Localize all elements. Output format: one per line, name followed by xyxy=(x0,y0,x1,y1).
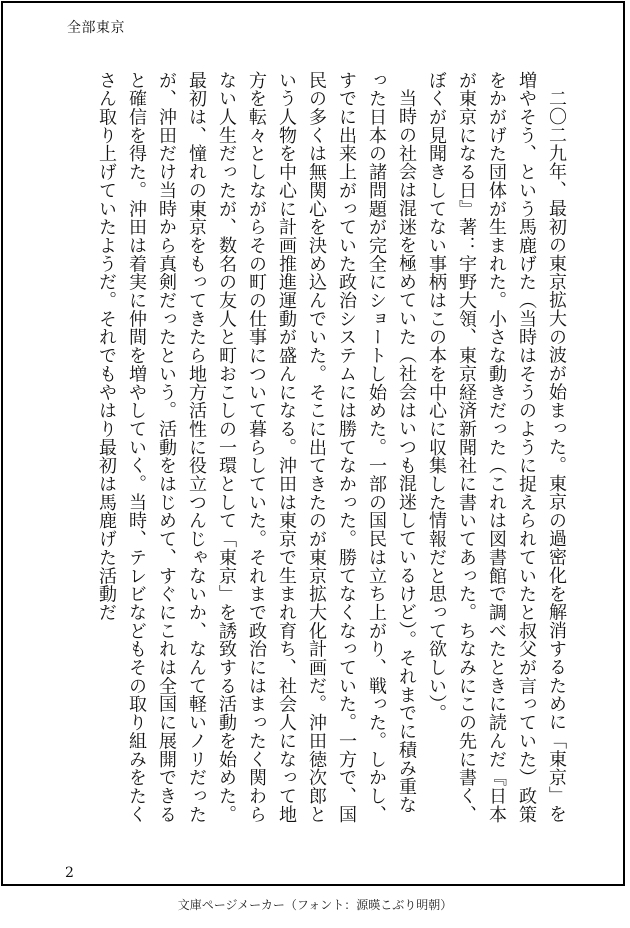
footer-credit: 文庫ページメーカー（フォント：源暎こぶり明朝） xyxy=(177,898,453,912)
running-header-title: 全部東京 xyxy=(67,20,125,36)
body-text xyxy=(51,71,571,831)
page-frame xyxy=(1,1,625,886)
paragraph: 当時の社会は混迷を極めていた（社会はいつも混迷しているけど）。それまでに積み重なった日本の諸問題が完全にショートし始めた。一部の国民は立ち上がり、戦った。しかし、すでに出来上がっていた政治システムには勝てなかった。勝てなくなっていた。一方で、国民の多くは無関心を決め込んでいた。そこに出てきたのが東京拡大化計画だ。沖田徳次郎という人物を中心に計画推進運動が盛んになる。沖田は東京で生まれ育ち、社会人になって地方を転々としながらその町の仕事について暮らしていた。それまで政治にはまったく関わらない人生だったが、数名の友人と町おこしの一環として「東京」を誘致する活動を始めた。最初は、憧れの東京をもってきたら地方活性に役立つんじゃないか、なんて軽いノリだったが、沖田だけ当時から真剣だったという。活動をはじめて、すぐにこれは全国に展開できると確信を得た。沖田は着実に仲間を増やしていく。当時、テレビなどもその取り組みをたくさん取り上げていたようだ。それでもやはり最初は馬鹿げた活動だ xyxy=(96,71,417,824)
page-number: 2 xyxy=(65,865,74,881)
paragraph: 二〇二九年、最初の東京拡大の波が始まった。東京の過密化を解消するために「東京」を増やそう、という馬鹿げた（当時はそうのように捉えられていたと叔父が言っていた）政策をかがげた団体が生まれた。小さな動きだった（これは図書館で調べたときに読んだ『日本が東京になる日』著：宇野大領、東京経済新聞社に書いてあった。ちなみにこの先に書く、ぼくが見聞きしてない事柄はこの本を中心に収集した情報だと思って欲しい）。 xyxy=(426,71,567,824)
